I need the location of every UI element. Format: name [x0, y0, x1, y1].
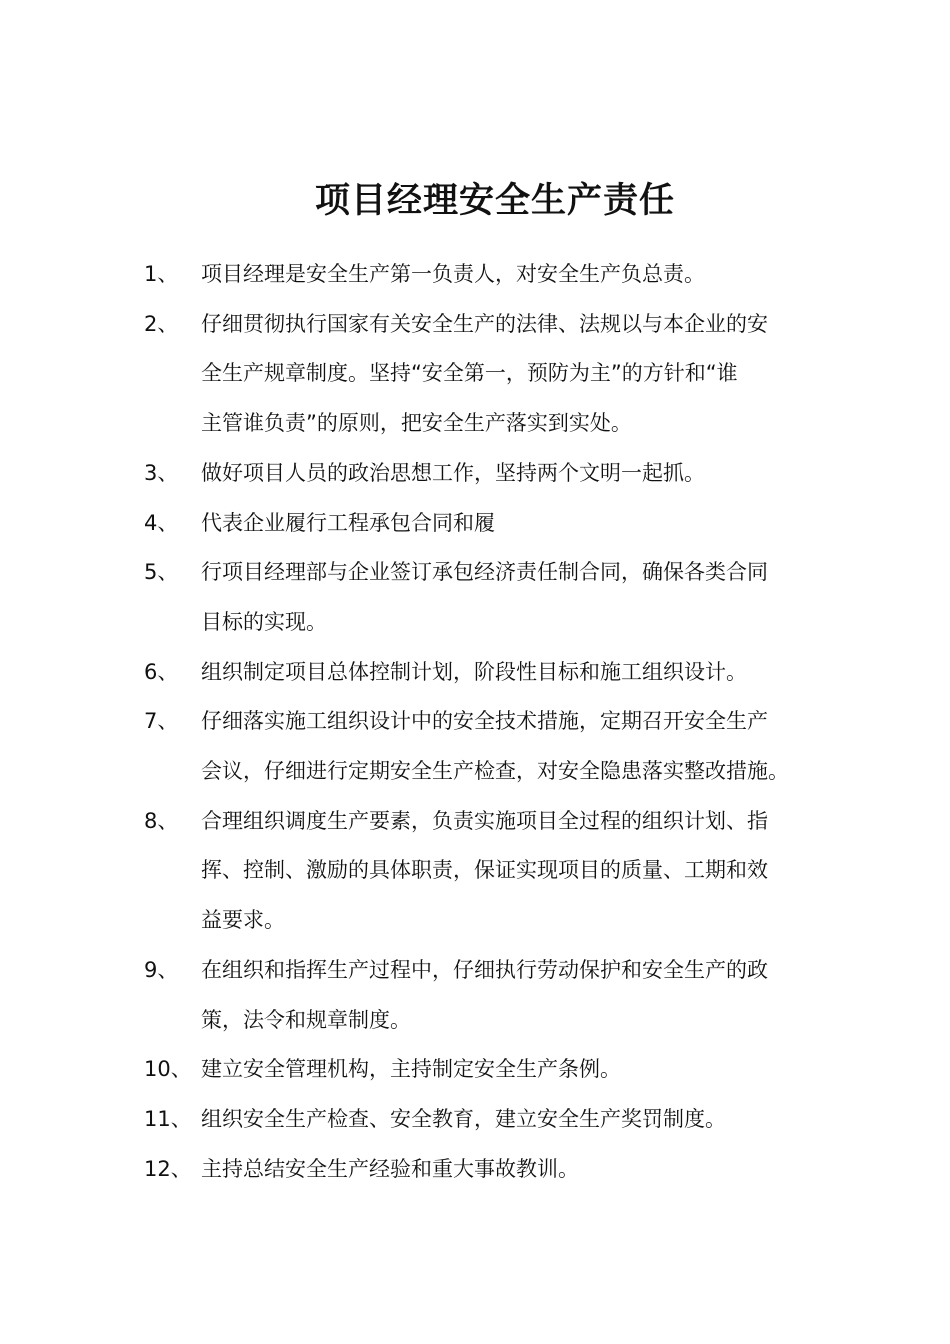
list-item-number: 8、: [144, 808, 179, 833]
list-item-number: 10、: [144, 1057, 192, 1082]
list-item-text: [201, 449, 834, 499]
document-title: 项目经理安全生产责任: [314, 181, 675, 221]
list-item-line: 策，法令和规章制度。: [201, 1007, 411, 1032]
list-item: [144, 946, 834, 1045]
list-item: [144, 1145, 834, 1195]
list-item-line: 代表企业履行工程承包合同和履: [201, 510, 495, 535]
list-item-line: 做好项目人员的政治思想工作，坚持两个文明一起抓。: [201, 460, 705, 485]
list-item-text: [201, 697, 834, 796]
list-item-number: 2、: [144, 311, 179, 336]
list-item-line: 主持总结安全生产经验和重大事故教训。: [201, 1156, 579, 1181]
list-item-text: [201, 1045, 834, 1095]
list-item-line: 会议，仔细进行定期安全生产检查，对安全隐患落实整改措施。: [201, 759, 789, 784]
list-item-line: 挥、控制、激励的具体职责，保证实现项目的质量、工期和效: [201, 858, 768, 883]
list-item: [144, 300, 834, 449]
list-item-number: 3、: [144, 460, 179, 485]
list-item-line: 益要求。: [201, 908, 285, 933]
list-item-number: 6、: [144, 659, 179, 684]
list-item: [144, 797, 834, 946]
list-item-text: [201, 499, 834, 549]
list-item-line: 全生产规章制度。坚持“安全第一，预防为主”的方针和“谁: [201, 361, 738, 386]
list-item-number: 5、: [144, 560, 179, 585]
list-item-number: 1、: [144, 262, 179, 286]
list-item: [144, 499, 834, 549]
list-item-text: [201, 250, 834, 300]
list-item-text: [201, 1095, 834, 1145]
list-item-number: 11、: [144, 1106, 192, 1131]
list-item-text: [201, 648, 834, 698]
list-item: [144, 1095, 834, 1145]
list-item-line: 组织安全生产检查、安全教育，建立安全生产奖罚制度。: [201, 1106, 726, 1131]
list-item: [144, 648, 834, 698]
list-item-number: 4、: [144, 510, 179, 535]
list-item-text: [201, 946, 834, 1045]
list-item-number: 9、: [144, 957, 179, 982]
list-item-line: 项目经理是安全生产第一负责人，对安全生产负总责。: [201, 262, 705, 286]
list-item-line: 在组织和指挥生产过程中，仔细执行劳动保护和安全生产的政: [201, 957, 768, 982]
list-item-number: 12、: [144, 1156, 192, 1181]
responsibility-list: [144, 250, 834, 1194]
list-item: [144, 1045, 834, 1095]
list-item-number: 7、: [144, 709, 179, 734]
list-item: [144, 548, 834, 647]
list-item-text: [201, 797, 834, 946]
list-item: [144, 250, 834, 300]
list-item-line: 合理组织调度生产要素，负责实施项目全过程的组织计划、指: [201, 808, 768, 833]
list-item-text: [201, 300, 834, 449]
list-item-line: 行项目经理部与企业签订承包经济责任制合同，确保各类合同: [201, 560, 768, 585]
list-item-line: 主管谁负责”的原则，把安全生产落实到实处。: [201, 411, 632, 436]
list-item-line: 仔细贯彻执行国家有关安全生产的法律、法规以与本企业的安: [201, 311, 768, 336]
list-item-text: [201, 1145, 834, 1195]
list-item-line: 目标的实现。: [201, 609, 327, 634]
list-item-line: 仔细落实施工组织设计中的安全技术措施，定期召开安全生产: [201, 709, 768, 734]
list-item: [144, 449, 834, 499]
list-item-line: 建立安全管理机构，主持制定安全生产条例。: [201, 1057, 621, 1082]
list-item: [144, 697, 834, 796]
list-item-line: 组织制定项目总体控制计划，阶段性目标和施工组织设计。: [201, 659, 747, 684]
list-item-text: [201, 548, 834, 647]
